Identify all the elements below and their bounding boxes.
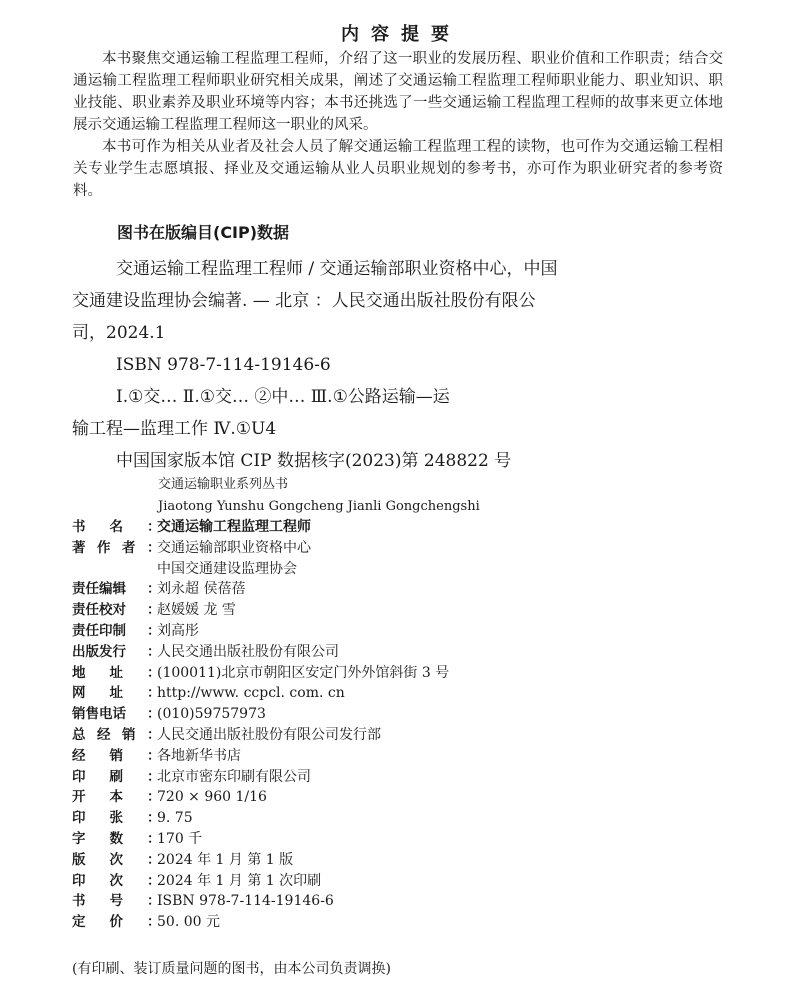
info-label-colon: ： — [147, 664, 161, 681]
info-label-part: 次 — [109, 872, 123, 889]
info-label-part: 经 — [97, 726, 111, 743]
info-label-part: 刷 — [109, 768, 123, 785]
info-label-part: 址 — [109, 664, 123, 681]
info-label-part: 印 — [72, 768, 86, 785]
info-label-colon: ： — [147, 581, 161, 598]
info-row — [72, 538, 449, 559]
info-value: 50. 00 元 — [157, 914, 220, 931]
info-label — [72, 725, 161, 746]
info-value: (010)59757973 — [157, 706, 266, 723]
info-label-part: 印 — [72, 872, 86, 889]
info-label-colon: ： — [147, 872, 161, 889]
info-label — [72, 787, 161, 808]
info-label-colon: ： — [147, 602, 161, 619]
info-value: http://www. ccpcl. com. cn — [157, 685, 345, 702]
info-value: 人民交通出版社股份有限公司 — [157, 643, 339, 660]
info-label-colon: ： — [147, 706, 161, 723]
info-value: (100011)北京市朝阳区安定门外外馆斜街 3 号 — [157, 664, 450, 681]
info-label — [72, 559, 157, 580]
info-value: 中国交通建设监理协会 — [157, 560, 297, 577]
info-row — [72, 808, 449, 829]
info-label-part: 地 — [72, 664, 86, 681]
cip-heading: 图书在版编目(CIP)数据 — [117, 223, 290, 242]
info-label-colon: ： — [147, 539, 161, 556]
cip-record: 中国国家版本馆 CIP 数据核字(2023)第 248822 号 — [116, 451, 512, 471]
quality-note: (有印刷、装订质量问题的图书，由本公司负责调换) — [72, 961, 391, 977]
info-label-part: 责任印制 — [72, 622, 126, 639]
info-label-part: 号 — [109, 893, 123, 910]
cip-isbn: ISBN 978-7-114-19146-6 — [116, 355, 331, 375]
info-row — [72, 621, 449, 642]
info-row — [72, 871, 449, 892]
info-label-part: 张 — [109, 810, 123, 827]
info-value: ISBN 978-7-114-19146-6 — [157, 893, 334, 910]
info-label — [72, 891, 161, 912]
info-label-colon: ： — [147, 747, 161, 764]
info-label — [72, 621, 161, 642]
cip-classification-1: Ⅰ.①交… Ⅱ.①交… ②中… Ⅲ.①公路运输—运 — [116, 387, 450, 407]
info-label-part: 书 — [72, 519, 86, 535]
info-label — [72, 850, 161, 871]
info-label-part: 定 — [72, 914, 86, 931]
info-label-colon: ： — [147, 893, 161, 910]
info-label — [72, 767, 161, 788]
info-label — [72, 579, 161, 600]
info-label-part: 责任校对 — [72, 602, 126, 619]
info-label — [72, 746, 161, 767]
info-value: 720 × 960 1/16 — [157, 789, 267, 806]
info-label-colon: ： — [147, 830, 161, 847]
info-label-part: 网 — [72, 685, 86, 702]
info-row — [72, 642, 449, 663]
cip-classification-2: 输工程—监理工作 Ⅳ.①U4 — [72, 419, 277, 439]
info-row — [72, 829, 449, 850]
series — [158, 474, 480, 518]
info-value: 2024 年 1 月 第 1 次印刷 — [157, 872, 322, 889]
summary-paragraph-1: 本书聚焦交通运输工程监理工程师，介绍了这一职业的发展历程、职业价值和工作职责；结合交通运输工程监理工程师职业研究相关成果，阐述了交通运输工程监理工程师职业能力、职业知识、职业技能、职业素养及职业环境等内容；本书还挑选了一些交通运输工程监理工程师的故事来更立体地展示交通运输工程监理工程师这一职业的风采。 — [73, 51, 723, 133]
info-row — [72, 663, 449, 684]
info-label-part: 责任编辑 — [72, 581, 126, 598]
info-label-colon: ： — [147, 768, 161, 785]
info-label — [72, 808, 161, 829]
info-label-part: 销售电话 — [72, 706, 126, 723]
cip-block — [72, 253, 562, 477]
info-label-colon: ： — [147, 810, 161, 827]
info-label-part: 总 — [72, 726, 86, 743]
info-label — [72, 663, 161, 684]
info-label-colon: ： — [147, 643, 161, 660]
info-label — [72, 871, 161, 892]
info-row — [72, 517, 449, 538]
info-label-colon: ： — [147, 914, 161, 931]
info-label-colon: ： — [147, 622, 161, 639]
info-label-part: 本 — [109, 789, 123, 806]
info-row — [72, 704, 449, 725]
info-value: 170 千 — [157, 830, 203, 847]
info-label-colon: ： — [147, 851, 161, 868]
info-value: 交通运输工程监理工程师 — [157, 519, 311, 535]
info-label — [72, 912, 161, 933]
info-row — [72, 559, 449, 580]
info-label — [72, 642, 161, 663]
series-name-pinyin: Jiaotong Yunshu Gongcheng Jianli Gongchengshi — [158, 499, 480, 514]
info-label-colon: ： — [147, 685, 161, 702]
info-label-colon: ： — [147, 519, 161, 535]
info-row — [72, 787, 449, 808]
summary-text — [73, 48, 723, 202]
info-label-part: 经 — [72, 747, 86, 764]
info-label-part: 开 — [72, 789, 86, 806]
info-row — [72, 579, 449, 600]
info-row — [72, 912, 449, 933]
info-label-part: 者 — [122, 539, 136, 556]
info-label — [72, 600, 161, 621]
info-label — [72, 829, 161, 850]
series-name-cn: 交通运输职业系列丛书 — [158, 477, 289, 492]
info-label — [72, 517, 161, 538]
info-label-part: 销 — [109, 747, 123, 764]
info-row — [72, 600, 449, 621]
info-label-part: 印 — [72, 810, 86, 827]
cip-title-paragraph: 交通运输工程监理工程师 / 交通运输部职业资格中心，中国交通建设监理协会编著. — 北京 ：人民交通出版社股份有限公司，2024.1 — [72, 259, 558, 343]
info-label — [72, 683, 161, 704]
info-label-colon: ： — [147, 789, 161, 806]
info-label-part: 书 — [72, 893, 86, 910]
info-value: 2024 年 1 月 第 1 版 — [157, 851, 294, 868]
info-row — [72, 767, 449, 788]
info-row — [72, 746, 449, 767]
info-value: 交通运输部职业资格中心 — [157, 539, 311, 556]
info-row — [72, 850, 449, 871]
info-label-part: 作 — [97, 539, 111, 556]
info-value: 9. 75 — [157, 810, 193, 827]
summary-paragraph-2: 本书可作为相关从业者及社会人员了解交通运输工程监理工程的读物，也可作为交通运输工程相关专业学生志愿填报、择业及交通运输从业人员职业规划的参考书，亦可作为职业研究者的参考资料。 — [73, 139, 723, 199]
info-value: 赵媛媛 龙 雪 — [157, 602, 236, 619]
info-value: 各地新华书店 — [157, 747, 241, 764]
info-label-part: 版 — [72, 851, 86, 868]
info-label-part: 次 — [109, 851, 123, 868]
info-label-part: 址 — [109, 685, 123, 702]
info-value: 刘永超 侯蓓蓓 — [157, 581, 246, 598]
info-value: 北京市密东印刷有限公司 — [157, 768, 311, 785]
info-value: 人民交通出版社股份有限公司发行部 — [157, 726, 381, 743]
info-label-part: 销 — [122, 726, 136, 743]
info-row — [72, 725, 449, 746]
info-row — [72, 891, 449, 912]
info-label-colon: ： — [147, 726, 161, 743]
info-label-part: 名 — [109, 519, 123, 535]
info-label-part: 出版发行 — [72, 643, 126, 660]
info-label-part: 价 — [109, 914, 123, 931]
info-label — [72, 538, 161, 559]
info-row — [72, 683, 449, 704]
info-label-part: 数 — [109, 830, 123, 847]
info-label — [72, 704, 161, 725]
summary-title: 内容提要 — [341, 24, 461, 45]
publication-info — [72, 517, 449, 933]
info-value: 刘高彤 — [157, 622, 199, 639]
info-label-part: 字 — [72, 830, 86, 847]
info-label-part: 著 — [72, 539, 86, 556]
